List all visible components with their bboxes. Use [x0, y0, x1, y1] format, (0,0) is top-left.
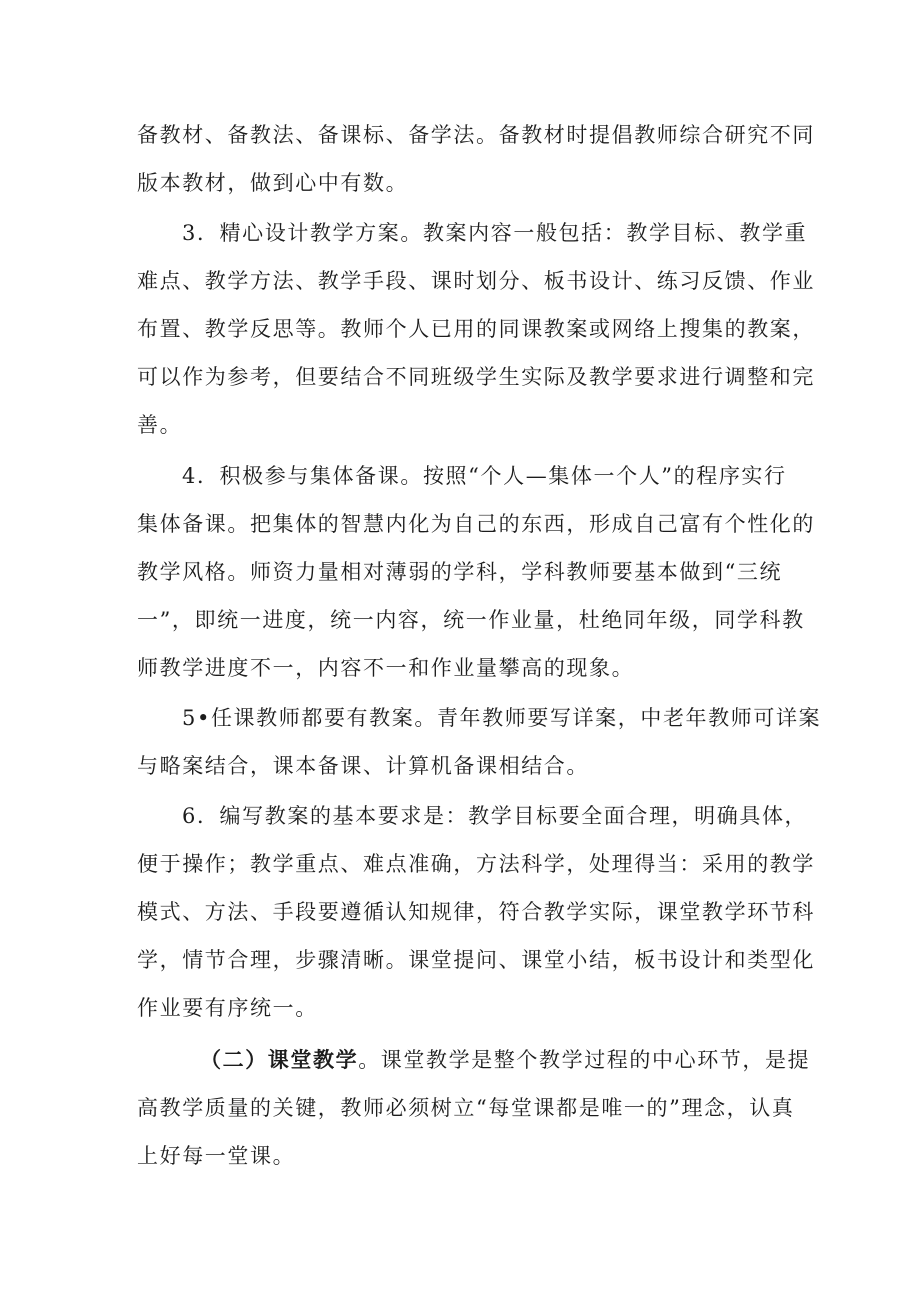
item6-line-5: 作业要有序统一。: [137, 996, 318, 1020]
item4-line-1: 4．积极参与集体备课。按照“个人—集体一个人”的程序实行: [182, 464, 787, 488]
section2-first-line-rest: 。课堂教学是整个教学过程的中心环节，是提: [358, 1048, 811, 1072]
item6-line-3: 模式、方法、手段要遵循认知规律，符合教学实际，课堂教学环节科: [137, 900, 815, 924]
item4-line-5: 师教学进度不一，内容不一和作业量攀高的现象。: [137, 656, 635, 680]
item5-line-1: 5•任课教师都要有教案。青年教师要写详案，中老年教师可详案: [182, 706, 822, 730]
item3-line-5: 善。: [137, 413, 183, 437]
section2-heading: （二）课堂教学: [200, 1047, 359, 1072]
section2-line-2: 高教学质量的关键，教师必须树立“每堂课都是唯一的”理念，认真: [137, 1096, 795, 1120]
item3-line-3: 布置、教学反思等。教师个人已用的同课教案或网络上搜集的教案，: [137, 317, 815, 341]
item5-line-2: 与略案结合，课本备课、计算机备课相结合。: [137, 754, 589, 778]
section2-line-1: [200, 1045, 860, 1075]
item3-line-2: 难点、教学方法、教学手段、课时划分、板书设计、练习反馈、作业: [137, 269, 815, 293]
item6-line-2: 便于操作；教学重点、难点准确，方法科学，处理得当：采用的教学: [137, 852, 815, 876]
intro-line-1: 备教材、备教法、备课标、备学法。备教材时提倡教师综合研究不同: [137, 123, 815, 147]
intro-line-2: 版本教材，做到心中有数。: [137, 171, 409, 195]
section2-line-3: 上好每一堂课。: [137, 1144, 296, 1168]
item6-line-1: 6．编写教案的基本要求是：教学目标要全面合理，明确具体，: [182, 804, 808, 828]
item3-line-1: 3．精心设计教学方案。教案内容一般包括：教学目标、教学重: [182, 221, 808, 245]
item4-line-4: 一”，即统一进度，统一内容，统一作业量，杜绝同年级，同学科教: [137, 608, 805, 632]
item4-line-3: 教学风格。师资力量相对薄弱的学科，学科教师要基本做到“三统: [137, 560, 783, 584]
item6-line-4: 学，情节合理，步骤清晰。课堂提问、课堂小结，板书设计和类型化: [137, 948, 815, 972]
item4-line-2: 集体备课。把集体的智慧内化为自己的东西，形成自己富有个性化的: [137, 512, 815, 536]
item3-line-4: 可以作为参考，但要结合不同班级学生实际及教学要求进行调整和完: [137, 365, 815, 389]
